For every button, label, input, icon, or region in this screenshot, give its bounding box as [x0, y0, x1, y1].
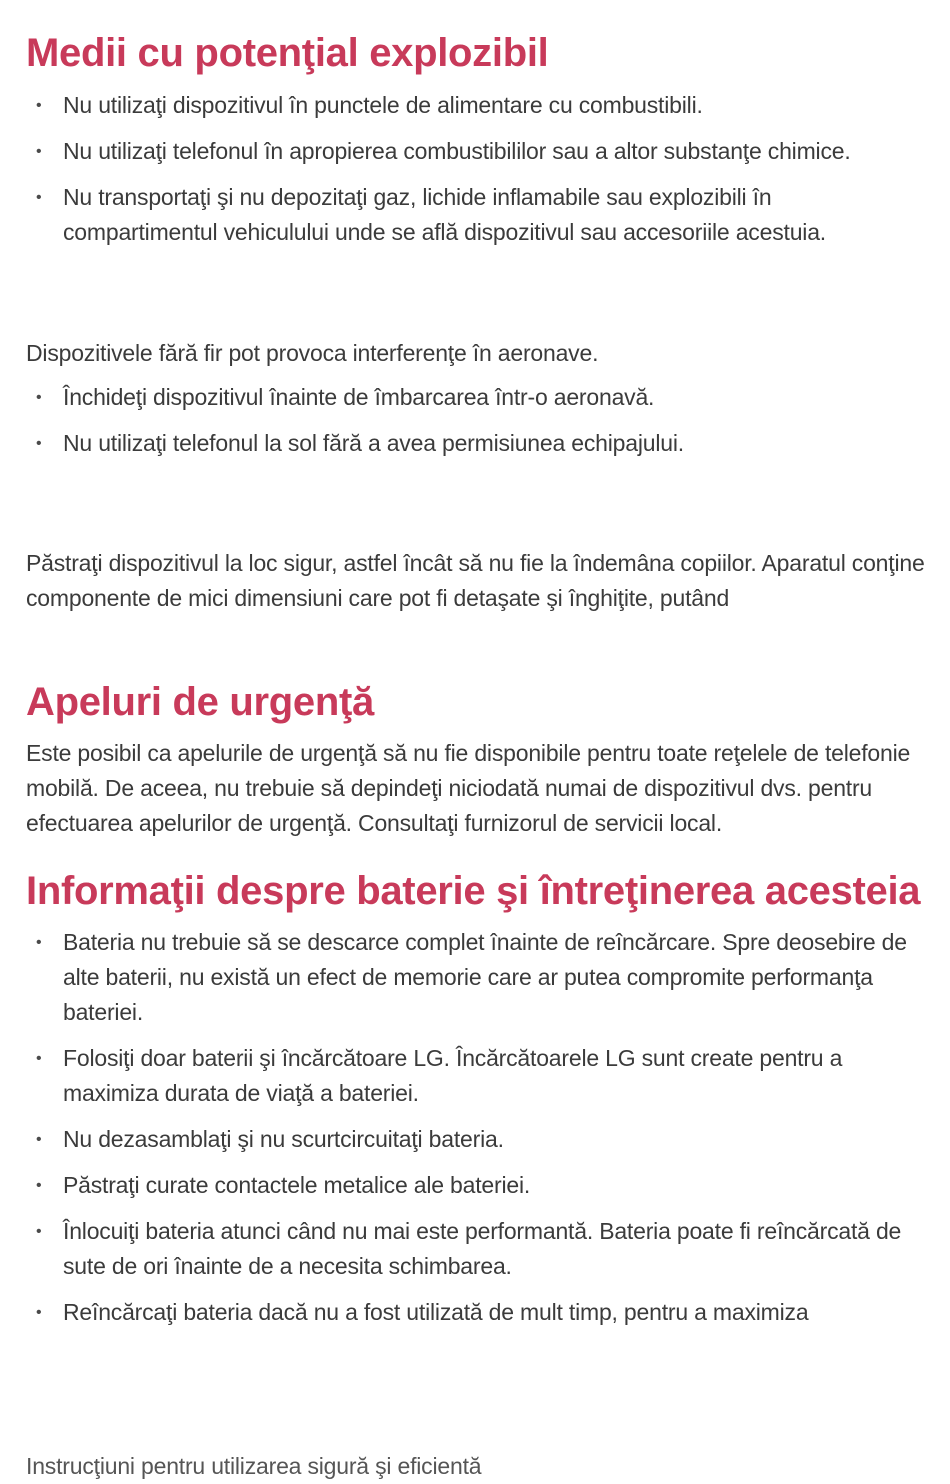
list-item-text: Nu utilizaţi dispozitivul în punctele de alimentare cu combustibili.: [63, 92, 703, 118]
list-item-text: Închideţi dispozitivul înainte de îmbarcarea într-o aeronavă.: [63, 384, 655, 410]
list-item-text: Reîncărcaţi bateria dacă nu a fost utilizată de mult timp, pentru a maximiza: [63, 1299, 809, 1325]
explosive-bullet-list: [26, 88, 926, 261]
list-item: [26, 426, 926, 461]
list-item: [26, 380, 926, 415]
bullet-icon: •: [36, 1131, 42, 1148]
list-item-text: Nu utilizaţi telefonul în apropierea combustibililor sau a altor substanţe chimice.: [63, 138, 851, 164]
list-item: [26, 1214, 926, 1284]
list-item-text: Bateria nu trebuie să se descarce complet înainte de reîncărcare. Spre deosebire de alte baterii, nu există un efect de memorie care ar putea compromite performanţa bateriei.: [63, 929, 907, 1025]
heading-explosive-environments: Medii cu potenţial explozibil: [26, 31, 549, 75]
list-item-text: Nu transportaţi şi nu depozitaţi gaz, lichide inflamabile sau explozibili în compartimentul vehiculului unde se află dispozitivul sau accesoriile acestuia.: [63, 184, 826, 245]
emergency-calls-text: Este posibil ca apelurile de urgenţă să nu fie disponibile pentru toate reţelele de telefonie mobilă. De aceea, nu trebuie să depindeţi niciodată numai de dispozitivul dvs. pentru efectuarea apelurilor de urgenţă. Consultaţi furnizorul de servicii local.: [26, 740, 911, 836]
list-item-text: Păstraţi curate contactele metalice ale bateriei.: [63, 1172, 531, 1198]
heading-battery-info: Informaţii despre baterie şi întreţinerea acesteia: [26, 869, 921, 913]
bullet-icon: •: [36, 1050, 42, 1067]
list-item: [26, 1122, 926, 1157]
list-item-text: Folosiţi doar baterii şi încărcătoare LG. Încărcătoarele LG sunt create pentru a maximiza durata de viaţă a bateriei.: [63, 1045, 843, 1106]
list-item: [26, 1041, 926, 1111]
bullet-icon: •: [36, 1223, 42, 1240]
bullet-icon: •: [36, 934, 42, 951]
list-item: [26, 1295, 926, 1330]
list-item-text: Înlocuiţi bateria atunci când nu mai este performantă. Bateria poate fi reîncărcată de sute de ori înainte de a necesita schimbarea.: [63, 1218, 902, 1279]
list-item-text: Nu dezasamblaţi şi nu scurtcircuitaţi bateria.: [63, 1126, 504, 1152]
bullet-icon: •: [36, 1304, 42, 1321]
list-item: [26, 134, 926, 169]
battery-bullet-list: [26, 925, 926, 1341]
heading-emergency-calls: Apeluri de urgenţă: [26, 680, 374, 724]
aircraft-intro-text: Dispozitivele fără fir pot provoca interferenţe în aeronave.: [26, 340, 599, 366]
children-safety-text: Păstraţi dispozitivul la loc sigur, astfel încât să nu fie la îndemâna copiilor. Aparatul conţine componente de mici dimensiuni care pot fi detaşate şi înghiţite, putând: [26, 550, 925, 611]
page-footer: Instrucţiuni pentru utilizarea sigură şi eficientă: [26, 1453, 482, 1479]
bullet-icon: •: [36, 143, 42, 160]
bullet-icon: •: [36, 1177, 42, 1194]
list-item-text: Nu utilizaţi telefonul la sol fără a avea permisiunea echipajului.: [63, 430, 684, 456]
list-item: [26, 925, 926, 1030]
list-item: [26, 88, 926, 123]
bullet-icon: •: [36, 435, 42, 452]
aircraft-bullet-list: [26, 380, 926, 472]
bullet-icon: •: [36, 189, 42, 206]
list-item: [26, 180, 926, 250]
list-item: [26, 1168, 926, 1203]
bullet-icon: •: [36, 97, 42, 114]
bullet-icon: •: [36, 389, 42, 406]
